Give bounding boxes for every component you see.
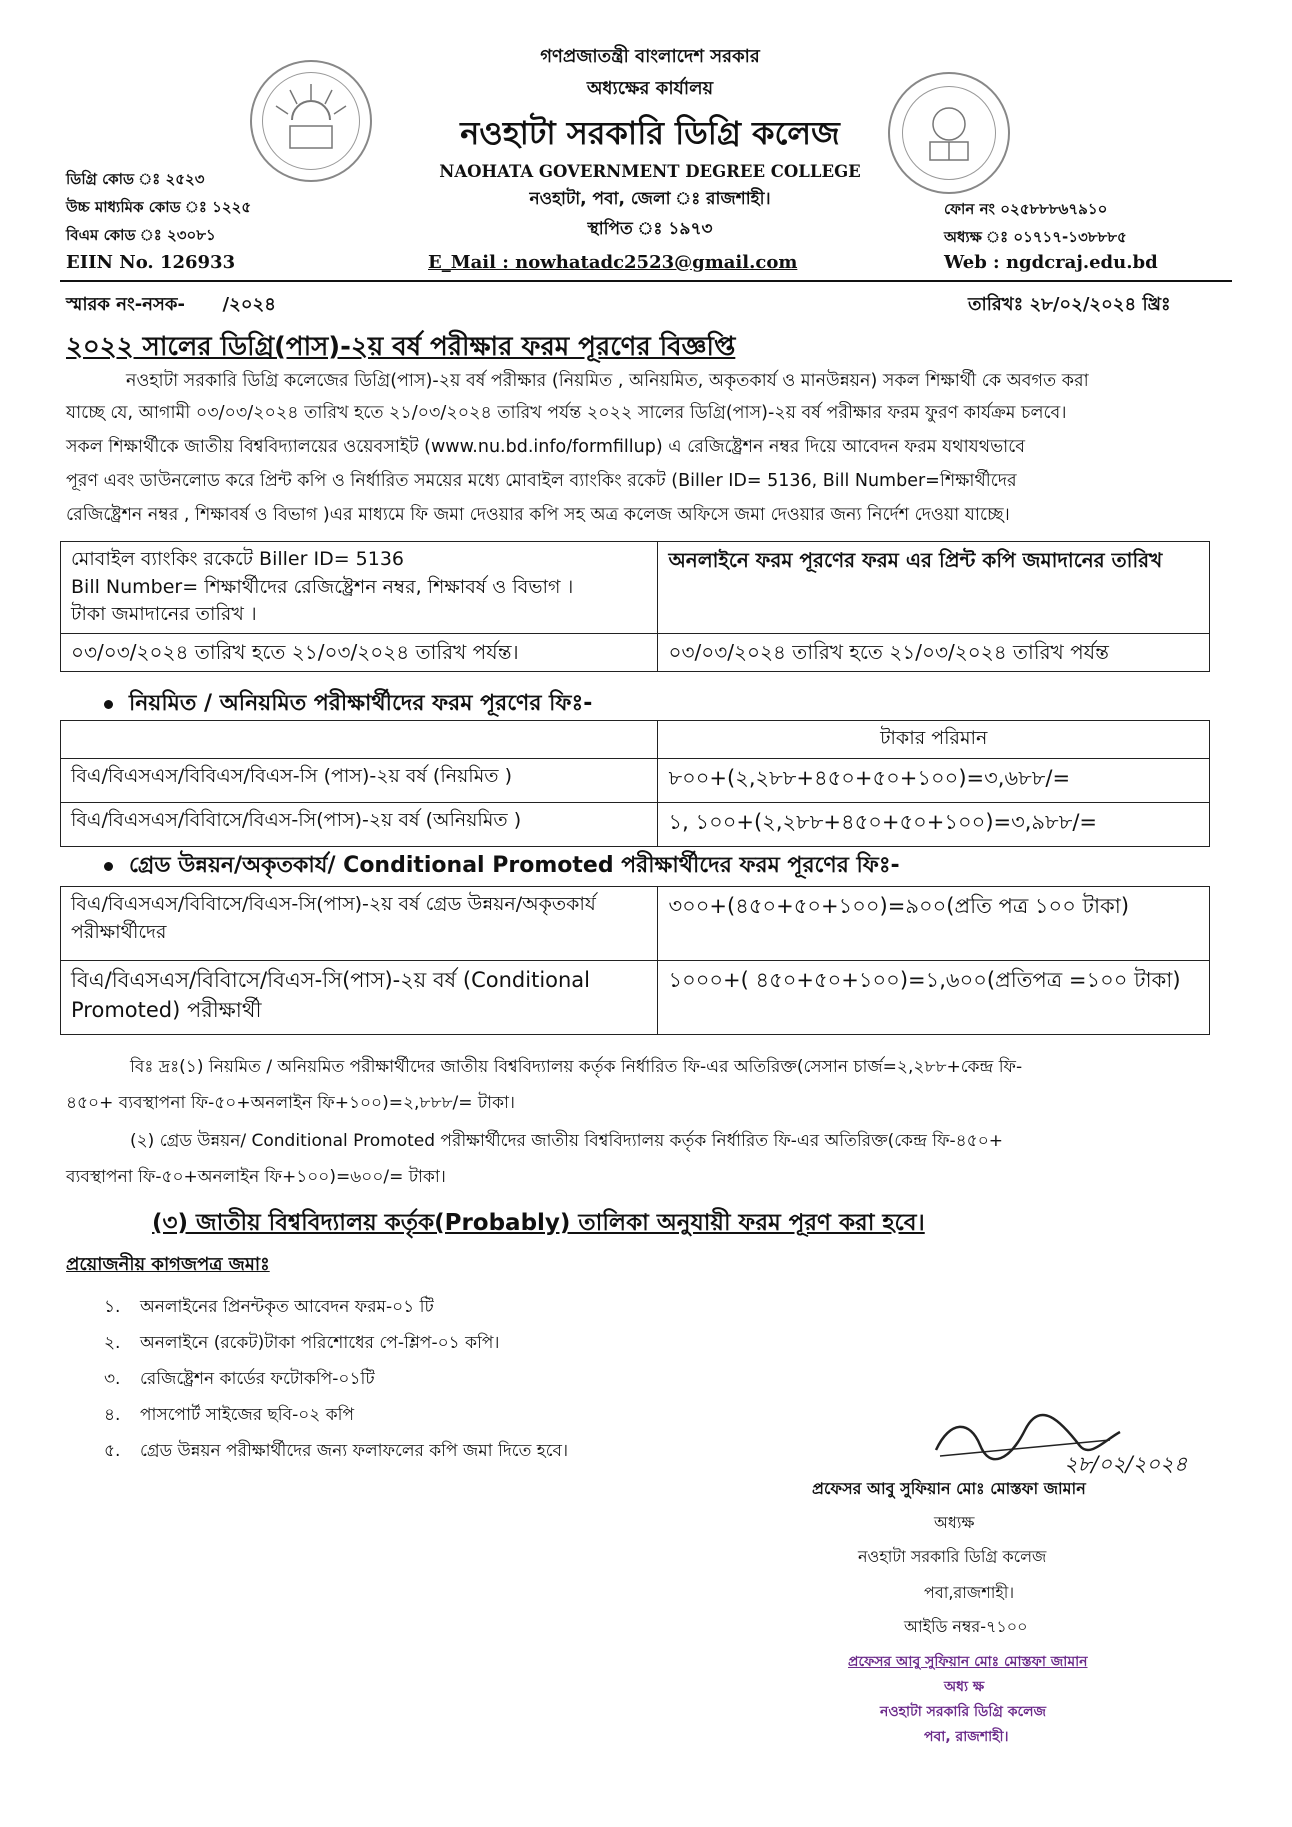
document-item-4 [104,1402,354,1430]
print-copy-header: অনলাইনে ফরম পূরণের ফরম এর প্রিন্ট কপি জমাদানের তারিখ [658,542,1210,634]
conditional-row-label-line-1: বিএ/বিএসএস/বিবিাসে/বিএস-সি(পাস)-২য় বর্ষ (Conditional [71,968,591,992]
improvement-row-label [61,887,658,961]
irregular-row-amount: ১, ১০০+(২,২৮৮+৪৫০+৫০+১০০)=৩,৯৮৮/= [658,803,1210,847]
intro-line-2: যাচ্ছে যে, আগামী ০৩/০৩/২০২৪ তারিখ হতে ২১/০৩/২০২৪ তারিখ পর্যন্ত ২০২২ সালের ডিগ্রি(পাস)-২য় বর্ষ পরীক্ষার ফরম ফুরণ কার্যক্রম চলবে। [66,403,1067,423]
header-college-bn: নওহাটা সরকারি ডিগ্রি কলেজ [460,114,840,152]
phone-number: ফোন নং ০২৫৮৮৮৬৭৯১০ [944,200,1108,218]
header-office: অধ্যক্ষের কার্যালয় [586,78,714,99]
header-divider [60,280,1232,282]
stamp-place: পবা, রাজশাহী। [924,1729,1009,1745]
document-item-number: ১. [104,1297,121,1317]
payment-date-range: ০৩/০৩/২০২৪ তারিখ হতে ২১/০৩/২০২৪ তারিখ পর্যন্ত। [61,633,658,671]
rocket-biller-id: মোবাইল ব্যাংকিং রকেটে Biller ID= 5136 [71,548,405,570]
signatory-name: প্রফেসর আবু সুফিয়ান মোঃ মোস্তফা জামান [812,1479,1086,1498]
principal-phone: অধ্যক্ষ ঃ ০১৭১৭-১৩৮৮৮৫ [944,228,1127,246]
amount-column-header: টাকার পরিমান [658,721,1210,759]
document-item-text: অনলাইনের প্রিনন্টকৃত আবেদন ফরম-০১ টি [140,1297,434,1317]
website[interactable]: Web : ngdcraj.edu.bd [944,252,1158,273]
signatory-id: আইডি নম্বর-৭১০০ [904,1617,1028,1636]
document-item-number: ৩. [104,1369,121,1389]
signatory-title: অধ্যক্ষ [934,1513,975,1532]
stamp-name: প্রফেসর আবু সুফিয়ান মোঃ মোস্তফা জামান [848,1654,1088,1670]
rocket-payment-header [61,542,658,634]
regular-row-amount: ৮০০+(২,২৮৮+৪৫০+৫০+১০০)=৩,৬৮৮/= [658,759,1210,803]
document-item-text: পাসপোর্ট সাইজের ছবি-০২ কপি [140,1405,355,1425]
stamp-title: অধ্য ক্ষ [944,1679,985,1695]
document-item-2 [104,1330,499,1358]
irregular-row-label: বিএ/বিএসএস/বিবিাসে/বিএস-সি(পাস)-২য় বর্ষ (অনিয়মিত ) [61,803,658,847]
regular-fee-table [60,720,1210,847]
submission-date-range: ০৩/০৩/২০২৪ তারিখ হতে ২১/০৩/২০২৪ তারিখ পর্যন্ত [658,633,1210,671]
improvement-row-label-line-1: বিএ/বিএসএস/বিবিাসে/বিএস-সি(পাস)-২য় বর্ষ গ্রেড উন্নয়ন/অকৃতকার্য [71,893,596,915]
header-college-en: NAOHATA GOVERNMENT DEGREE COLLEGE [439,162,861,181]
fee-table-blank-header [61,721,658,759]
signatory-college: নওহাটা সরকারি ডিগ্রি কলেজ [858,1547,1047,1566]
payment-date-label: টাকা জমাদানের তারিখ । [71,603,257,626]
memo-reference: স্মারক নং-নসক- /২০২৪ [66,294,276,315]
required-documents-heading: প্রয়োজনীয় কাগজপত্র জমাঃ [66,1254,270,1275]
intro-line-5: রেজিষ্ট্রেশন নম্বর , শিক্ষাবর্ষ ও বিভাগ )এর মাধ্যমে ফি জমা দেওয়ার কপি সহ অত্র কলেজ অফিসে জমা দেওয়ার জন্য নির্দেশ দেওয়া যাচ্ছে। [66,505,1010,525]
note-1-line-2: ৪৫০+ ব্যবস্থাপনা ফি-৫০+অনলাইন ফি+১০০)=২,৮৮৮/= টাকা। [66,1093,515,1113]
regular-fee-heading-text: নিয়মিত / অনিয়মিত পরীক্ষার্থীদের ফরম পূরণের ফিঃ- [129,691,593,716]
note-3: (৩) জাতীয় বিশ্ববিদ্যালয় কর্তৃক(Probably) তালিকা অনুযায়ী ফরম পূরণ করা হবে। [152,1210,925,1236]
improvement-fee-table [60,886,1210,1035]
conditional-row-amount: ১০০০+( ৪৫০+৫০+১০০)=১,৬০০(প্রতিপত্র =১০০ টাকা) [658,961,1210,1035]
improvement-row-amount: ৩০০+(৪৫০+৫০+১০০)=৯০০(প্রতি পত্র ১০০ টাকা) [658,887,1210,961]
document-item-number: ৪. [104,1405,121,1425]
document-item-number: ২. [104,1333,121,1353]
document-item-text: অনলাইনে (রকেট)টাকা পরিশোধের পে-শ্লিপ-০১ কপি। [140,1333,500,1353]
improvement-row-label-line-2: পরীক্ষার্থীদের [71,920,167,943]
memo-date: তারিখঃ ২৮/০২/২০২৪ খ্রিঃ [968,294,1171,315]
document-item-3 [104,1366,375,1394]
header-address: নওহাটা, পবা, জেলা ঃ রাজশাহী। [529,189,771,209]
note-1-line-1: বিঃ দ্রঃ(১) নিয়মিত / অনিয়মিত পরীক্ষার্থীদের জাতীয় বিশ্ববিদ্যালয় কর্তৃক নির্ধারিত ফি-এর অতিরিক্ত(সেসান চার্জ=২,২৮৮+কেন্দ্র ফি- [130,1057,1023,1077]
eiin-number: EIIN No. 126933 [66,252,236,273]
regular-fee-heading [104,686,592,723]
bullet-icon [104,700,113,709]
stamp-college: নওহাটা সরকারি ডিগ্রি কলেজ [880,1704,1047,1720]
intro-line-4: পূরণ এবং ডাউনলোড করে প্রিন্ট কপি ও নির্ধারিত সময়ের মধ্যে মোবাইল ব্যাংকিং রকেট (Biller ID= 5136, Bill Number=শিক্ষার্থীদের [66,471,1017,491]
bullet-icon [104,862,113,871]
regular-row-label: বিএ/বিএসএস/বিবিএস/বিএস-সি (পাস)-২য় বর্ষ (নিয়মিত ) [61,759,658,803]
notice-title: ২০২২ সালের ডিগ্রি(পাস)-২য় বর্ষ পরীক্ষার ফরম পূরণের বিজ্ঞপ্তি [66,332,736,362]
document-item-text: গ্রেড উন্নয়ন পরীক্ষার্থীদের জন্য ফলাফলের কপি জমা দিতে হবে। [140,1441,569,1461]
improvement-fee-heading [104,848,900,885]
note-2-line-2: ব্যবস্থাপনা ফি-৫০+অনলাইন ফি+১০০)=৬০০/= টাকা। [66,1167,446,1187]
note-2-line-1: (২) গ্রেড উন্নয়ন/ Conditional Promoted পরীক্ষার্থীদের জাতীয় বিশ্ববিদ্যালয় কর্তৃক নির্ধারিত ফি-এর অতিরিক্ত(কেন্দ্র ফি-৪৫০+ [130,1131,1004,1151]
rocket-bill-number: Bill Number= শিক্ষার্থীদের রেজিষ্ট্রেশন নম্বর, শিক্ষাবর্ষ ও বিভাগ । [71,575,574,598]
intro-line-1: নওহাটা সরকারি ডিগ্রি কলেজের ডিগ্রি(পাস)-২য় বর্ষ পরীক্ষার (নিয়মিত , অনিয়মিত, অকৃতকার্য ও মানউন্নয়ন) সকল শিক্ষার্থী কে অবগত করা [126,371,1089,391]
email-address[interactable]: E_Mail : nowhatadc2523@gmail.com [428,252,798,273]
code-degree: ডিগ্রি কোড ঃ ২৫২৩ [66,170,205,188]
document-item-5 [104,1438,568,1466]
conditional-row-label [61,961,658,1035]
conditional-row-label-line-2: Promoted) পরীক্ষার্থী [71,998,262,1023]
document-item-text: রেজিষ্ট্রেশন কার্ডের ফটোকপি-০১টি [140,1369,375,1389]
handwritten-date: ২৮/০২/২০২৪ [1064,1452,1188,1476]
intro-line-3: সকল শিক্ষার্থীকে জাতীয় বিশ্ববিদ্যালয়ের ওয়েবসাইট (www.nu.bd.info/formfillup) এ রেজিষ্ট্রেশন নম্বর দিয়ে আবেদন ফরম যথাযথভাবে [66,437,1025,457]
header-government: গণপ্রজাতন্ত্রী বাংলাদেশ সরকার [540,46,760,67]
document-item-1 [104,1294,434,1322]
payment-date-table [60,541,1210,672]
improvement-fee-heading-text: গ্রেড উন্নয়ন/অকৃতকার্য/ Conditional Promoted পরীক্ষার্থীদের ফরম পূরণের ফিঃ- [129,853,900,878]
document-item-number: ৫. [104,1441,121,1461]
code-hsc: উচ্চ মাধ্যমিক কোড ঃ ১২২৫ [66,198,252,216]
signatory-place: পবা,রাজশাহী। [924,1583,1015,1602]
code-bm: বিএম কোড ঃ ২৩০৮১ [66,226,216,244]
header-established: স্থাপিত ঃ ১৯৭৩ [587,219,713,239]
